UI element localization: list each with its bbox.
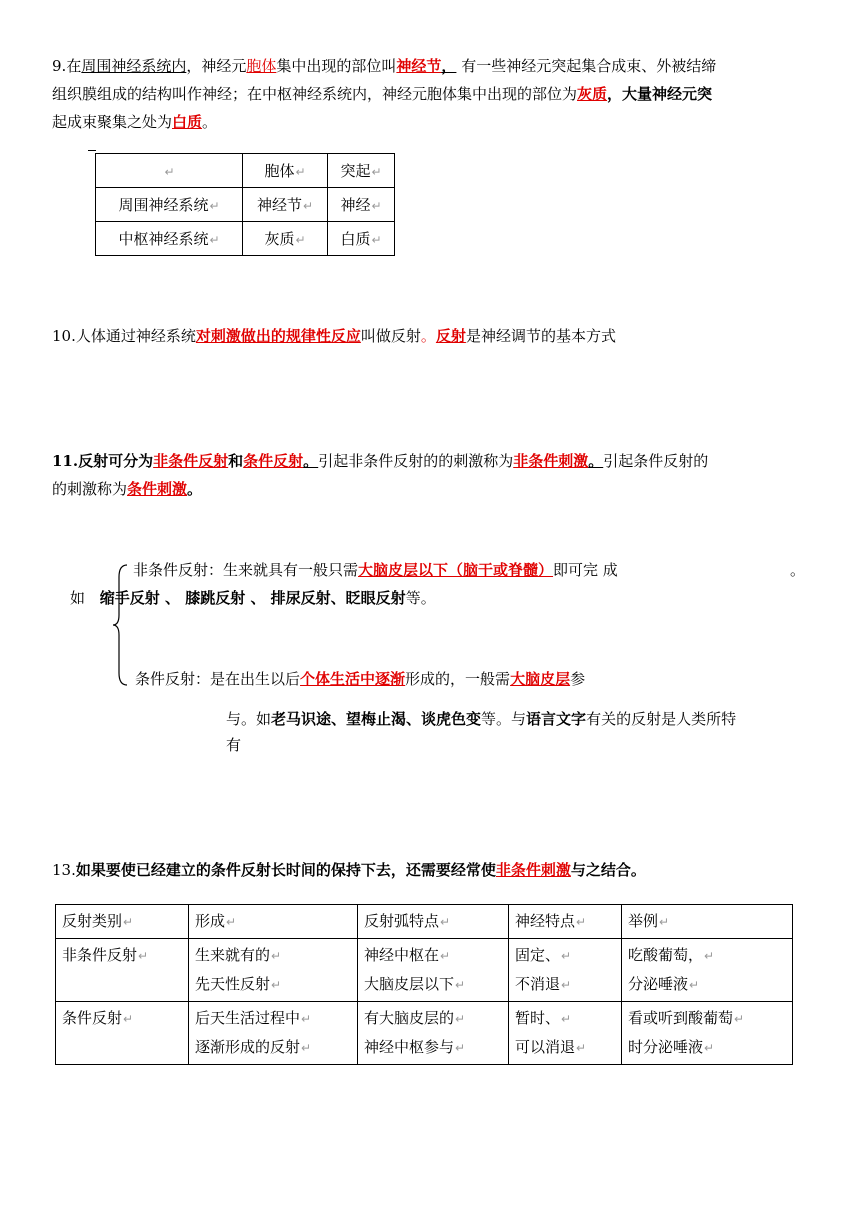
q11-unconditioned: 非条件反射 xyxy=(153,452,229,470)
q10-reflex: 反射 xyxy=(435,327,466,345)
conditioned-examples: 老马识途、望梅止渴、谈虎色变 xyxy=(271,710,482,728)
cerebral-cortex: 大脑皮层 xyxy=(510,670,571,688)
q9-white-matter: 白质 xyxy=(172,113,203,131)
unconditioned-line-end: 。 xyxy=(790,561,806,579)
nervous-system-table xyxy=(95,153,395,256)
q13-number: 13. xyxy=(52,861,76,879)
curly-brace-icon xyxy=(112,563,132,687)
q9-number: 9. xyxy=(52,57,67,75)
conditioned-examples-paragraph: 与。如老马识途、望梅止渴、谈虎色变等。与语言文字有关的反射是人类所特 有 xyxy=(226,710,737,754)
table-row: 周围神经系统↵ 神经节↵ 神经↵ xyxy=(96,188,395,222)
unconditioned-examples-line: 如 缩手反射 、 膝跳反射 、 排尿反射、眨眼反射等。 xyxy=(70,589,436,607)
q11-conditioned: 条件反射 xyxy=(243,452,304,470)
table1-corner-mark xyxy=(88,150,96,151)
q9-paragraph: 9.在周围神经系统内，神经元胞体集中出现的部位叫神经节， 有一些神经元突起集合成束、外被结缔 组织膜组成的结构叫作神经；在中枢神经系统内，神经元胞体集中出现的部位为灰质，大量神经元突 起成束聚集之处为白质。 xyxy=(52,57,717,131)
q9-cell-body: 胞体 xyxy=(246,57,277,75)
table-row: ↵ 胞体↵ 突起↵ xyxy=(96,154,395,188)
q10-number: 10. xyxy=(52,327,76,345)
q10-paragraph: 10.人体通过神经系统对刺激做出的规律性反应叫做反射。反射是神经调节的基本方式 xyxy=(52,327,616,345)
unconditioned-reflex-line: 非条件反射：生来就具有一般只需大脑皮层以下（脑干或脊髓）即可完 成 xyxy=(133,561,618,579)
q13-unconditioned-stimulus: 非条件刺激 xyxy=(495,861,571,879)
q11-paragraph: 11.反射可分为非条件反射和条件反射。引起非条件反射的的刺激称为非条件刺激。引起条件反射的 的刺激称为条件刺激。 xyxy=(52,452,709,498)
q11-conditioned-stimulus: 条件刺激 xyxy=(127,480,188,498)
reflex-comparison-table xyxy=(55,904,793,1065)
q9-ganglion: 神经节 xyxy=(396,57,442,75)
q9-peripheral: 周围神经系统内 xyxy=(81,57,187,75)
individual-life: 个体生活中逐渐 xyxy=(300,670,406,688)
q11-number: 11. xyxy=(52,452,79,470)
q11-unconditioned-stimulus: 非条件刺激 xyxy=(513,452,589,470)
table-row: 中枢神经系统↵ 灰质↵ 白质↵ xyxy=(96,222,395,256)
unconditioned-examples: 缩手反射 、 膝跳反射 、 排尿反射、眨眼反射 xyxy=(99,589,406,607)
table-row: 反射类别↵ 形成↵ 反射弧特点↵ 神经特点↵ 举例↵ xyxy=(56,905,793,939)
below-cortex: 大脑皮层以下（脑干或脊髓） xyxy=(358,561,554,579)
q13-paragraph: 13.如果要使已经建立的条件反射长时间的保持下去，还需要经常使非条件刺激与之结合。 xyxy=(52,861,646,879)
table-row: 非条件反射↵ 生来就有的↵ 先天性反射↵ 神经中枢在↵ 大脑皮层以下↵ 固定、↵ 不消退↵ 吃酸葡萄，↵ 分泌唾液↵ xyxy=(56,939,793,1002)
q10-definition: 对刺激做出的规律性反应 xyxy=(195,327,361,345)
conditioned-reflex-line: 条件反射：是在出生以后个体生活中逐渐形成的，一般需大脑皮层参 xyxy=(135,670,586,688)
table-row: 条件反射↵ 后天生活过程中↵ 逐渐形成的反射↵ 有大脑皮层的↵ 神经中枢参与↵ 暂时、↵ 可以消退↵ 看或听到酸葡萄↵ 时分泌唾液↵ xyxy=(56,1002,793,1065)
q9-gray-matter: 灰质 xyxy=(577,85,608,103)
language-words: 语言文字 xyxy=(526,710,587,728)
